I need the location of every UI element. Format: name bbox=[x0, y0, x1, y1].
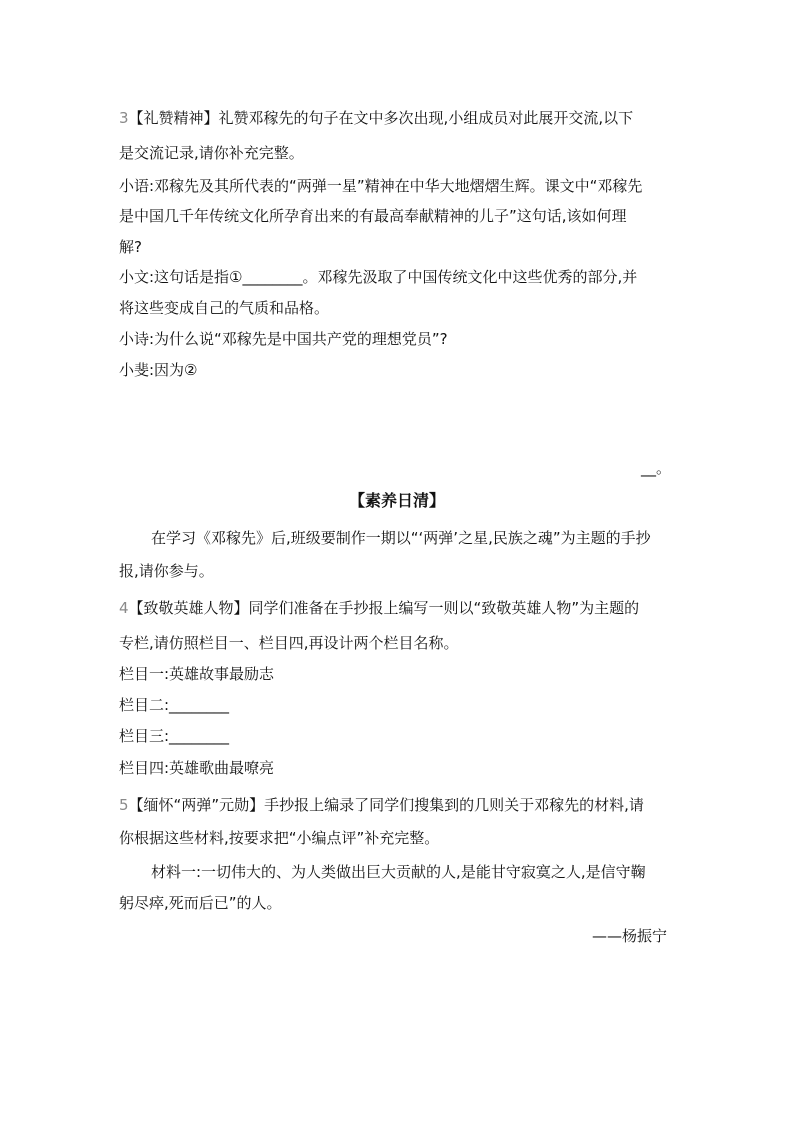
q5-line-1 bbox=[119, 794, 644, 816]
q3-line-2: 是交流记录,请你补充完整。 bbox=[119, 144, 304, 162]
q3-line-5: 解? bbox=[119, 238, 142, 256]
section-title: 【素养日清】 bbox=[348, 491, 445, 510]
q3-blank-end: __。 bbox=[641, 459, 672, 477]
q3-line-7: 将这些变成自己的气质和品格。 bbox=[119, 299, 330, 317]
intro-line-1: 在学习《邓稼先》后,班级要制作一期以“‘两弹’之星,民族之魂”为主题的手抄 bbox=[151, 529, 651, 547]
q3-line-8: 小诗:为什么说“邓稼先是中国共产党的理想党员”? bbox=[119, 330, 448, 348]
q4-column-4: 栏目四:英雄歌曲最嘹亮 bbox=[119, 759, 275, 777]
q5-text-1: 【缅怀“两弹”元勋】手抄报上编录了同学们搜集到的几则关于邓稼先的材料,请 bbox=[128, 796, 644, 814]
attribution: ——杨振宁 bbox=[592, 927, 668, 945]
q4-line-2: 专栏,请仿照栏目一、栏目四,再设计两个栏目名称。 bbox=[119, 634, 459, 652]
material-1-line-2: 躬尽瘁,死而后已”的人。 bbox=[119, 894, 282, 912]
q4-text-1: 【致敬英雄人物】同学们准备在手抄报上编写一则以“致敬英雄人物”为主题的 bbox=[128, 599, 640, 617]
q3-line-1 bbox=[119, 107, 633, 129]
q4-column-1: 栏目一:英雄故事最励志 bbox=[119, 665, 275, 683]
q3-line-4: 是中国几千年传统文化所孕育出来的有最高奉献精神的儿子”这句话,该如何理 bbox=[119, 207, 627, 225]
q5-line-2: 你根据这些材料,按要求把“小编点评”补充完整。 bbox=[119, 829, 440, 847]
q4-column-3: 栏目三:________ bbox=[119, 727, 230, 745]
q4-column-2: 栏目二:________ bbox=[119, 696, 230, 714]
q5-number: 5 bbox=[119, 796, 129, 814]
q3-line-3: 小语:邓稼先及其所代表的“两弹一星”精神在中华大地熠熠生辉。课文中“邓稼先 bbox=[119, 177, 643, 195]
material-1-line-1: 材料一:一切伟大的、为人类做出巨大贡献的人,是能甘守寂寞之人,是信守鞠 bbox=[151, 863, 646, 881]
q3-line-9: 小斐:因为② bbox=[119, 361, 198, 379]
intro-line-2: 报,请你参与。 bbox=[119, 562, 214, 580]
q4-number: 4 bbox=[119, 599, 129, 617]
q3-number: 3 bbox=[119, 109, 129, 127]
q3-line-6: 小文:这句话是指①________。邓稼先汲取了中国传统文化中这些优秀的部分,并 bbox=[119, 268, 638, 286]
q3-text-1: 【礼赞精神】礼赞邓稼先的句子在文中多次出现,小组成员对此展开交流,以下 bbox=[128, 109, 634, 127]
q4-line-1 bbox=[119, 597, 639, 619]
